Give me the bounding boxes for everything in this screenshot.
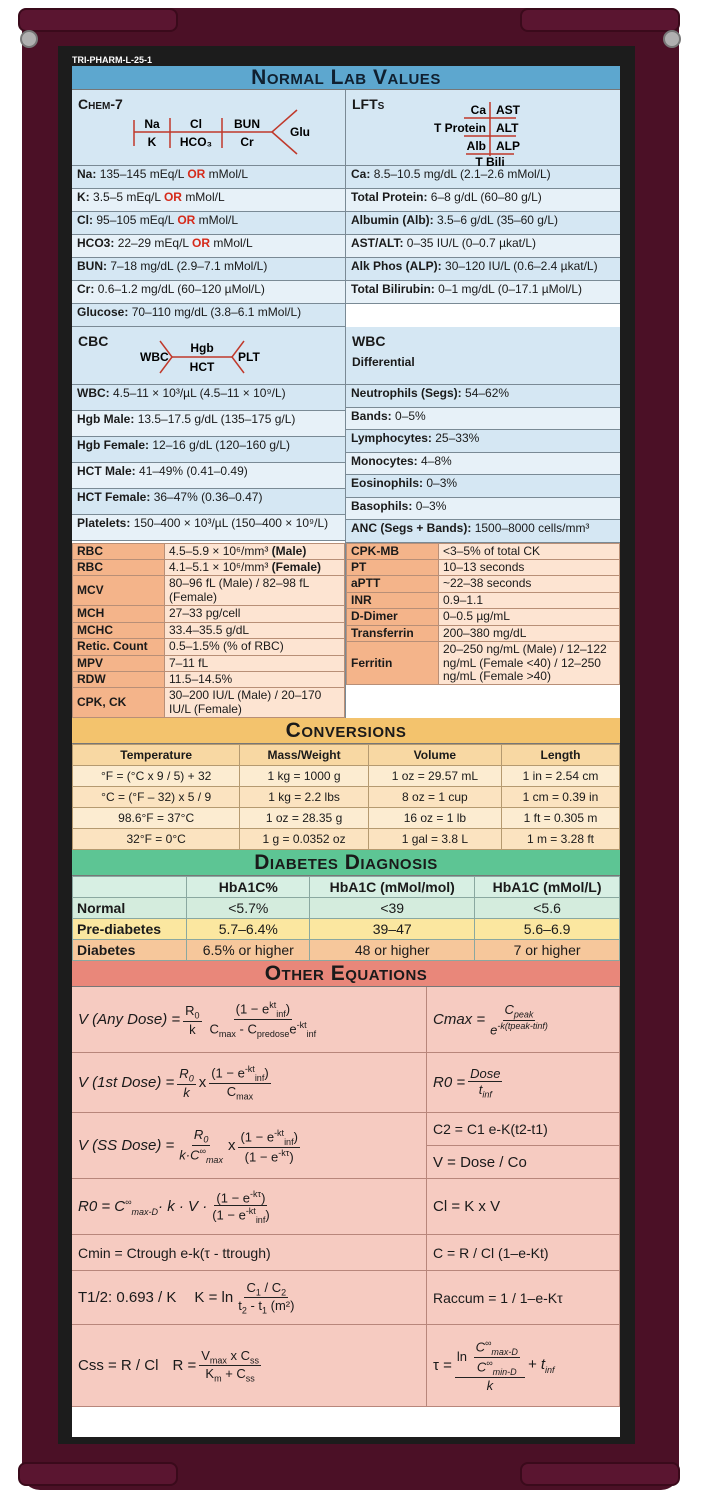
cbc-row-value: 41–49% (0.41–0.49) <box>139 464 248 478</box>
diabetes-cell: Normal <box>73 898 187 919</box>
rbc_table-value-text: 7–11 fL <box>169 655 209 670</box>
conversions-header: Mass/Weight <box>240 745 368 766</box>
diabetes-cell: 6.5% or higher <box>187 940 310 961</box>
lfts-row-value: 6–8 g/dL (60–80 g/L) <box>430 190 542 204</box>
eq-cl: Cl = K x V <box>427 1179 620 1235</box>
lft-list <box>346 166 620 304</box>
rbc_table-row <box>73 576 345 606</box>
eq-cmax: Cmax = $\frac{C_{peak}}{e^{-k(tpeak-tinf)}}$ <box>427 987 620 1053</box>
diabetes-header: HbA1C% <box>187 877 310 898</box>
rbc_table-row <box>73 688 345 718</box>
normal-lab-values-banner: Normal Lab Values <box>72 66 620 90</box>
cpk_table-value <box>439 559 620 575</box>
cpk_table-row <box>347 576 620 592</box>
peach-section <box>72 543 620 719</box>
lfts-row-label: Total Bilirubin: <box>351 282 435 296</box>
lfts-row-label: Albumin (Alb): <box>351 213 434 227</box>
cpk_table-key: PT <box>347 559 439 575</box>
wbc-row-label: Basophils: <box>351 498 413 513</box>
rbc_table-key: MCH <box>73 606 165 622</box>
svg-text:T Protein: T Protein <box>433 121 486 135</box>
chem7-row-or: OR <box>187 167 206 181</box>
svg-text:Cl: Cl <box>190 117 202 131</box>
cpk_table-key: Transferrin <box>347 625 439 641</box>
chem7-row-label: Cl: <box>77 213 93 227</box>
chem7-row-label: HCO3: <box>77 236 115 250</box>
cbc-row-label: Platelets: <box>77 516 131 530</box>
cbc-wbc-section <box>72 327 620 543</box>
cpk_table-value-text: 10–13 seconds <box>443 559 525 574</box>
lfts-row <box>346 258 620 281</box>
cpk_table-value <box>439 543 620 559</box>
svg-text:Glu: Glu <box>290 125 310 139</box>
cpk_table-value-text: ~22–38 seconds <box>443 576 532 591</box>
conversions-cell: °C = (°F – 32) x 5 / 9 <box>73 787 240 808</box>
chem7-row <box>72 166 345 189</box>
diabetes-cell: <39 <box>310 898 475 919</box>
chem7-row-label: Glucose: <box>77 305 129 319</box>
lfts-row-value: 0–35 IU/L (0–0.7 µkat/L) <box>406 236 536 250</box>
cbc-row-value: 12–16 g/dL (120–160 g/L) <box>152 438 291 452</box>
diabetes-header <box>73 877 187 898</box>
cpk_table-row <box>347 559 620 575</box>
diabetes-cell: <5.6 <box>475 898 620 919</box>
cbc-row-value: 150–400 × 10³/µL (150–400 × 10⁹/L) <box>133 516 329 530</box>
rbc_table-key: MCHC <box>73 622 165 638</box>
wbc-row-label: ANC (Segs + Bands): <box>351 521 472 535</box>
chem7-row <box>72 304 345 327</box>
chem7-row-value: 70–110 mg/dL (3.8–6.1 mMol/L) <box>131 305 302 319</box>
conversions-cell: 1 oz = 29.57 mL <box>368 766 501 787</box>
diabetes-cell: 48 or higher <box>310 940 475 961</box>
diabetes-cell: Pre-diabetes <box>73 919 187 940</box>
conversions-header: Length <box>501 745 619 766</box>
cpk_table-key: INR <box>347 592 439 608</box>
wbc-row-value: 4–8% <box>421 453 452 468</box>
rbc_table-value-text: 80–96 fL (Male) / 82–98 fL (Female) <box>169 576 309 604</box>
eq-r0-label: R0 = <box>78 1198 111 1216</box>
rbc_table-value-text: 33.4–35.5 g/dL <box>169 622 250 637</box>
diabetes-row <box>73 898 620 919</box>
lft-title: LFTs <box>352 96 385 112</box>
screw-icon <box>20 30 38 48</box>
eq-r0-right: R0 = $\frac{\text{Dose}}{t_{inf}}$ <box>427 1053 620 1113</box>
cpk_table-value-text: 20–250 ng/mL (Male) / 12–122 ng/mL (Female <40) / 12–250 ng/mL (Female >40) <box>443 642 607 683</box>
chem7-row <box>72 212 345 235</box>
conversions-cell: 1 kg = 2.2 lbs <box>240 787 368 808</box>
svg-text:Hgb: Hgb <box>190 341 214 355</box>
conversions-cell: 1 kg = 1000 g <box>240 766 368 787</box>
wbc-row-value: 1500–8000 cells/mm³ <box>474 521 590 535</box>
svg-text:WBC: WBC <box>140 350 169 364</box>
rbc_table-key: RBC <box>73 543 165 559</box>
wbc-title: WBC <box>352 333 386 349</box>
coag-table <box>346 543 620 686</box>
chem7-row-value: 3.5–5 mEq/L <box>93 190 161 204</box>
conversions-cell: 1 gal = 3.8 L <box>368 829 501 850</box>
bottom-left-clip <box>18 1462 178 1486</box>
eq-css: Css = R / Cl <box>78 1357 159 1375</box>
conversions-row <box>73 808 620 829</box>
rbc_table-value <box>165 639 345 655</box>
svg-text:ALP: ALP <box>496 139 520 153</box>
svg-text:HCT: HCT <box>189 360 215 374</box>
eq-any-dose: V (Any Dose) = $\frac{R_0}{k}$ $\frac{(1 - e^{kt}_{inf})}{C_{max} - C_{predose}e^{-kt}_{inf}}$ <box>72 987 427 1053</box>
diabetes-cell: 5.7–6.4% <box>187 919 310 940</box>
conversions-cell: 16 oz = 1 lb <box>368 808 501 829</box>
rbc_table-key: MCV <box>73 576 165 606</box>
conversions-cell: 1 g = 0.0352 oz <box>240 829 368 850</box>
chem7-row-label: Na: <box>77 167 97 181</box>
lfts-row-value: 0–1 mg/dL (0–17.1 µMol/L) <box>438 282 582 296</box>
cbc-row-value: 13.5–17.5 g/dL (135–175 g/L) <box>137 412 296 426</box>
conversions-cell: 1 in = 2.54 cm <box>501 766 619 787</box>
conversions-row <box>73 766 620 787</box>
rbc_table-value-note: (Male) <box>271 543 307 558</box>
chem7-row-alt: mMol/L <box>185 190 225 204</box>
lfts-row <box>346 166 620 189</box>
rbc_table-value <box>165 672 345 688</box>
lfts-row-label: Ca: <box>351 167 371 181</box>
chem7-row <box>72 235 345 258</box>
rbc-column <box>72 543 346 719</box>
lfts-row <box>346 212 620 235</box>
wbc-row <box>346 453 620 476</box>
lft-column <box>346 90 620 327</box>
eq-r-label: R = <box>172 1357 197 1375</box>
cbc-row-label: HCT Female: <box>77 490 151 504</box>
wbc-row-value: 0–3% <box>426 476 458 490</box>
conversions-cell: 8 oz = 1 cup <box>368 787 501 808</box>
wbc-row <box>346 475 620 498</box>
eq-tau-label: τ = <box>433 1357 452 1375</box>
eq-ss-dose-label: V (SS Dose) = <box>78 1137 175 1155</box>
product-code: TRI-PHARM-L-25-1 <box>72 55 152 65</box>
cpk_table-row <box>347 592 620 608</box>
rbc_table-key: RDW <box>73 672 165 688</box>
rbc_table-value <box>165 606 345 622</box>
diabetes-header: HbA1C (mMol/mol) <box>310 877 475 898</box>
conversions-cell: 32°F = 0°C <box>73 829 240 850</box>
svg-text:T Bili: T Bili <box>475 155 505 166</box>
diabetes-table <box>72 876 620 961</box>
rbc_table-value-text: 27–33 pg/cell <box>169 606 241 621</box>
cbc-row <box>72 385 345 411</box>
cbc-row-label: WBC: <box>77 386 110 400</box>
rbc_table-row <box>73 672 345 688</box>
cbc-row-value: 4.5–11 × 10³/µL (4.5–11 × 10⁹/L) <box>113 386 286 400</box>
cpk_table-row <box>347 625 620 641</box>
chem7-row-alt: mMol/L <box>208 167 249 181</box>
rbc_table-key: Retic. Count <box>73 639 165 655</box>
cpk_table-row <box>347 642 620 685</box>
chem7-row <box>72 189 345 212</box>
lfts-row-value: 3.5–6 g/dL (35–60 g/L) <box>437 213 558 227</box>
diabetes-cell: 39–47 <box>310 919 475 940</box>
svg-text:HCO₃: HCO₃ <box>179 135 213 149</box>
cbc-row <box>72 437 345 463</box>
cpk_table-key: CPK-MB <box>347 543 439 559</box>
chem7-row-value: 135–145 mEq/L <box>99 167 184 181</box>
rbc_table-row <box>73 543 345 559</box>
rbc_table-value <box>165 622 345 638</box>
wbc-header <box>346 327 620 385</box>
chem7-row-label: Cr: <box>77 282 95 296</box>
rbc_table-value-text: 4.5–5.9 × 10⁶/mm³ <box>169 543 269 558</box>
wbc-subtitle: Differential <box>352 355 415 369</box>
rbc_table-value <box>165 543 345 559</box>
wbc-list <box>346 385 620 543</box>
cbc-row-value: 36–47% (0.36–0.47) <box>153 490 263 504</box>
eq-first-dose: V (1st Dose) = $\frac{R_0}{k}$ x $\frac{(1 - e^{-kt}_{inf})}{C_{max}}$ <box>72 1053 427 1113</box>
lfts-row-label: Alk Phos (ALP): <box>351 259 442 273</box>
rbc_table-row <box>73 559 345 575</box>
wbc-row <box>346 385 620 408</box>
rbc_table-value-text: 4.1–5.1 × 10⁶/mm³ <box>169 559 269 574</box>
cpk_table-value-text: 200–380 mg/dL <box>443 625 527 640</box>
eq-half-life: T1/2: 0.693 / K <box>78 1289 177 1307</box>
cpk_table-key: aPTT <box>347 576 439 592</box>
lfts-row <box>346 235 620 258</box>
wbc-row-label: Monocytes: <box>351 453 418 468</box>
eq-first-dose-label: V (1st Dose) = <box>78 1074 175 1092</box>
conversions-table <box>72 744 620 850</box>
other-equations-banner: Other Equations <box>72 961 620 987</box>
cbc-title: CBC <box>78 333 109 349</box>
cpk_table-value <box>439 609 620 625</box>
screw-icon <box>663 30 681 48</box>
top-left-clip <box>18 8 178 32</box>
lfts-row <box>346 189 620 212</box>
rbc_table-value <box>165 576 345 606</box>
svg-text:Cr: Cr <box>240 135 254 149</box>
rbc_table-value <box>165 559 345 575</box>
lfts-row-value: 30–120 IU/L (0.6–2.4 µkat/L) <box>445 259 598 273</box>
rbc_table-value-text: 30–200 IU/L (Male) / 20–170 IU/L (Female) <box>169 688 322 716</box>
svg-text:K: K <box>147 135 157 149</box>
cbc-row <box>72 411 345 437</box>
conversions-cell: 1 m = 3.28 ft <box>501 829 619 850</box>
eq-half-life-k: T1/2: 0.693 / K K = ln $\frac{C_1 / C_2}{t_2 - t_1 (m^2)}$ <box>72 1271 427 1325</box>
chem7-row-or: OR <box>177 213 196 227</box>
rbc_table-row <box>73 606 345 622</box>
conversions-header: Volume <box>368 745 501 766</box>
diabetes-cell: <5.7% <box>187 898 310 919</box>
conversions-header-row <box>73 745 620 766</box>
wbc-row-value: 54–62% <box>465 386 510 400</box>
chem7-row-value: 95–105 mEq/L <box>96 213 174 227</box>
eq-any-dose-label: V (Any Dose) = <box>78 1011 181 1029</box>
lfts-row-label: Total Protein: <box>351 190 428 204</box>
eq-ss-dose: V (SS Dose) = $\frac{R_0}{k\cdot C^\infty_{max}}$ x $\frac{(1 - e^{-kt}_{inf})}{(1 - e^{-k\tau})}$ <box>72 1113 427 1179</box>
diabetes-header: HbA1C (mMol/L) <box>475 877 620 898</box>
eq-r0: R0 = $C^\infty_{max-D}\cdot k \cdot V$ · $\frac{(1 - e^{-k\tau})}{(1 - e^{-kt}_{inf})}$ <box>72 1179 427 1235</box>
rbc_table-row <box>73 655 345 671</box>
eq-k-label: K = ln <box>194 1289 234 1307</box>
diabetes-banner: Diabetes Diagnosis <box>72 850 620 876</box>
diabetes-cell: 7 or higher <box>475 940 620 961</box>
rbc_table-key: MPV <box>73 655 165 671</box>
rbc_table-value-text: 0.5–1.5% (% of RBC) <box>169 639 284 654</box>
cbc-row-label: Hgb Male: <box>77 412 135 426</box>
conversions-row <box>73 787 620 808</box>
diabetes-row <box>73 919 620 940</box>
chem7-row-or: OR <box>191 236 210 250</box>
wbc-row <box>346 430 620 453</box>
lft-diagram <box>346 90 618 166</box>
wbc-row-label: Bands: <box>351 408 392 423</box>
wbc-row-value: 0–3% <box>415 498 447 513</box>
cpk_table-key: D-Dimer <box>347 609 439 625</box>
cbc-column <box>72 327 346 543</box>
chem7-row-alt: mMol/L <box>198 213 238 227</box>
diabetes-cell: Diabetes <box>73 940 187 961</box>
chem7-row <box>72 258 345 281</box>
cbc-row <box>72 515 345 541</box>
chem7-row-label: BUN: <box>77 259 107 273</box>
rbc_table-key: CPK, CK <box>73 688 165 718</box>
lfts-row-label: AST/ALT: <box>351 236 404 250</box>
rbc_table-value-note: (Female) <box>271 559 322 574</box>
lfts-row <box>346 281 620 304</box>
chem7-header <box>72 90 345 166</box>
chem7-list <box>72 166 345 327</box>
eq-raccum: Raccum = 1 / 1–e-Kτ <box>427 1271 620 1325</box>
cpk_table-row <box>347 543 620 559</box>
wbc-row-value: 25–33% <box>435 431 480 445</box>
diabetes-header-row <box>73 877 620 898</box>
conversions-cell: 98.6°F = 37°C <box>73 808 240 829</box>
svg-text:BUN: BUN <box>234 117 260 131</box>
conversions-cell: 1 cm = 0.39 in <box>501 787 619 808</box>
cpk_table-value-text: <3–5% of total CK <box>443 543 541 558</box>
equations-section <box>72 987 620 1407</box>
chem-lft-section <box>72 90 620 327</box>
wbc-row-value: 0–5% <box>395 408 426 423</box>
svg-text:PLT: PLT <box>238 350 260 364</box>
rbc_table-row <box>73 639 345 655</box>
svg-text:Ca: Ca <box>470 103 486 117</box>
eq-css-r: Css = R / Cl R = $\frac{V_{max} x C_{ss}}{K_m + C_{ss}}$ <box>72 1325 427 1407</box>
chem7-row-value: 0.6–1.2 mg/dL (60–120 µMol/L) <box>97 282 265 296</box>
cbc-row-label: HCT Male: <box>77 464 136 478</box>
wbc-row <box>346 520 620 543</box>
cpk_table-value-text: 0.9–1.1 <box>443 592 484 607</box>
cpk-column <box>346 543 620 719</box>
eq-cmax-label: Cmax = <box>433 1011 486 1029</box>
eq-c2: C2 = C1 e-K(t2-t1) <box>427 1113 620 1146</box>
rbc_table-value <box>165 655 345 671</box>
conversions-cell: °F = (°C x 9 / 5) + 32 <box>73 766 240 787</box>
chem7-column <box>72 90 346 327</box>
wbc-row-label: Eosinophils: <box>351 476 423 490</box>
eq-c-right: C = R / Cl (1–e-Kt) <box>427 1235 620 1271</box>
cbc-row <box>72 489 345 515</box>
diabetes-row <box>73 940 620 961</box>
chem7-row-label: K: <box>77 190 90 204</box>
conversions-header: Temperature <box>73 745 240 766</box>
svg-text:Na: Na <box>144 117 160 131</box>
rbc-table <box>72 543 345 719</box>
rbc_table-value <box>165 688 345 718</box>
eq-r0-right-label: R0 = <box>433 1074 466 1092</box>
rbc_table-row <box>73 622 345 638</box>
cpk_table-value <box>439 625 620 641</box>
chem7-row-or: OR <box>163 190 182 204</box>
bottom-right-clip <box>520 1462 680 1486</box>
eq-cmin: Cmin = Ctrough e-k(τ - ttrough) <box>72 1235 427 1271</box>
wbc-row <box>346 498 620 521</box>
chem7-fishbone-diagram <box>72 90 344 166</box>
top-right-clip <box>520 8 680 32</box>
cpk_table-row <box>347 609 620 625</box>
wbc-row-label: Neutrophils (Segs): <box>351 386 462 400</box>
chem7-title: Chem-7 <box>78 96 123 112</box>
cbc-row-label: Hgb Female: <box>77 438 150 452</box>
svg-text:AST: AST <box>496 103 520 117</box>
cpk_table-value <box>439 576 620 592</box>
eq-tau: τ = ln $\frac{C^\infty_{max-D}}{C^\infty_{min-D}}$ k + $t_{inf}$ <box>427 1325 620 1407</box>
conversions-row <box>73 829 620 850</box>
svg-text:Alb: Alb <box>466 139 486 153</box>
rbc_table-key: RBC <box>73 559 165 575</box>
chem7-row-alt: mMol/L <box>213 236 253 250</box>
cpk_table-key: Ferritin <box>347 642 439 685</box>
eq-v-right: V = Dose / Co <box>427 1146 620 1179</box>
wbc-row <box>346 408 620 431</box>
cbc-diagram <box>72 327 344 385</box>
cpk_table-value <box>439 592 620 608</box>
svg-text:ALT: ALT <box>496 121 519 135</box>
chem7-row-value: 22–29 mEq/L <box>117 236 189 250</box>
reference-card <box>72 66 620 1437</box>
conversions-cell: 1 ft = 0.305 m <box>501 808 619 829</box>
wbc-row-label: Lymphocytes: <box>351 431 432 445</box>
lft-header <box>346 90 620 166</box>
conversions-banner: Conversions <box>72 718 620 744</box>
cpk_table-value-text: 0–0.5 µg/mL <box>443 609 510 624</box>
chem7-row-value: 7–18 mg/dL (2.9–7.1 mMol/L) <box>110 259 268 273</box>
diabetes-cell: 5.6–6.9 <box>475 919 620 940</box>
cbc-header <box>72 327 345 385</box>
cbc-list <box>72 385 345 541</box>
cbc-row <box>72 463 345 489</box>
chem7-row <box>72 281 345 304</box>
conversions-cell: 1 oz = 28.35 g <box>240 808 368 829</box>
lfts-row-value: 8.5–10.5 mg/dL (2.1–2.6 mMol/L) <box>373 167 551 181</box>
rbc_table-value-text: 11.5–14.5% <box>169 672 233 686</box>
wbc-column <box>346 327 620 543</box>
cpk_table-value <box>439 642 620 685</box>
